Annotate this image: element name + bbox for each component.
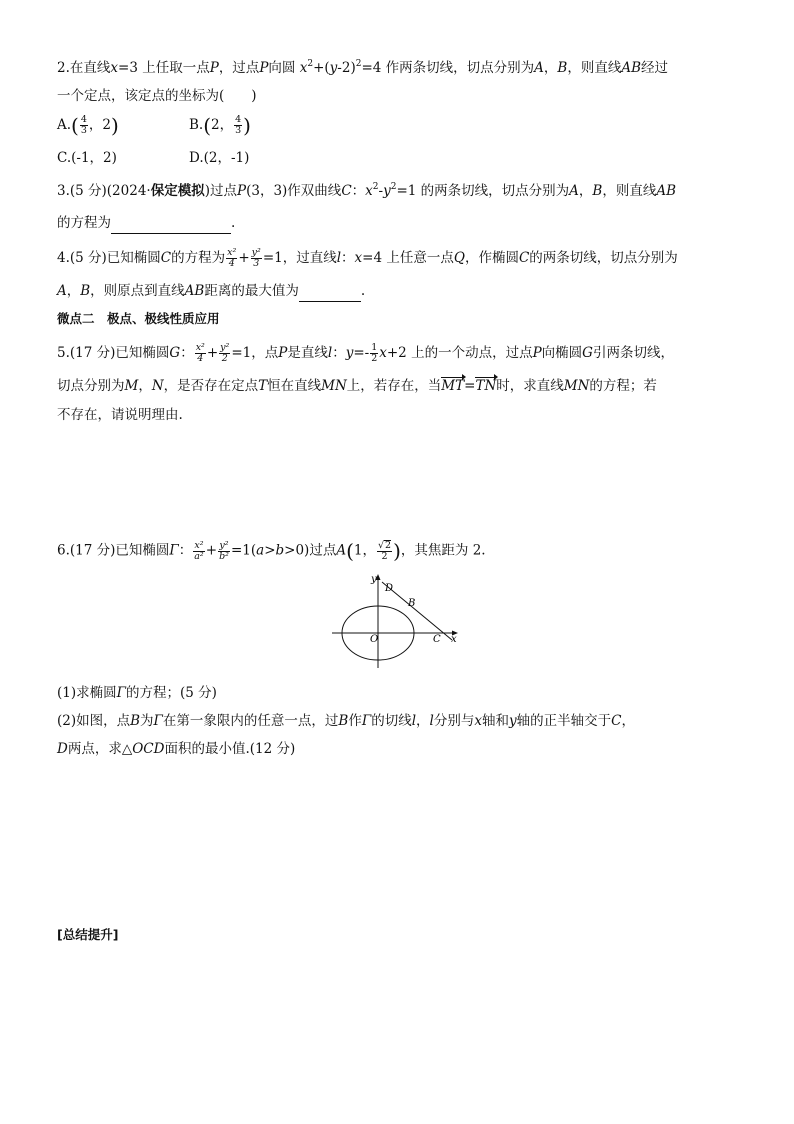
- label-y: y: [371, 574, 377, 585]
- label-b: B: [408, 598, 416, 609]
- q6-line1: 6.(17 分)已知椭圆Γ： $\frac{\text{x²}}{\text{a²}}$ + $\frac{\text{y²}}{\text{b²}}$ =1(a>b>0)过点A(1， $\frac{√2}{2}$ )，其焦距为 2.: [57, 539, 486, 563]
- q5-line2: 切点分别为M，N，是否存在定点T恒在直线MN上，若存在，当MT=TN时，求直线MN的方程；若: [57, 378, 657, 394]
- q3-line2: 的方程为 .: [57, 213, 235, 234]
- q2-option-b: B.(2， $\frac{4}{3}$ ): [189, 113, 251, 138]
- q2-line1: 2.在直线x=3 上任取一点P，过点P向圆 $x^2+(y-2)^2=4$ 作两条切线，切点分别为A，B，则直线AB经过: [57, 59, 668, 76]
- q5-line3: 不存在，请说明理由.: [57, 407, 183, 423]
- q3-line1: 3.(5 分)(2024·保定模拟)过点P(3，3)作双曲线C：$x^2-y^2=1$ 的两条切线，切点分别为A，B，则直线AB: [57, 182, 676, 199]
- q6-part1: (1)求椭圆Γ的方程；(5 分): [57, 685, 217, 701]
- answer-blank: [111, 213, 231, 234]
- q6-part2-line2: D两点，求△OCD面积的最小值.(12 分): [57, 741, 296, 757]
- q4-line1: 4.(5 分)已知椭圆C的方程为 $\frac{\text{x²}}{4}$ + $\frac{\text{y²}}{3}$ =1，过直线l：x=4 上任意一点Q，作椭圆C的两条切线，切点分别为: [57, 247, 678, 269]
- q4-line2: A，B，则原点到直线AB距离的最大值为 .: [57, 281, 365, 302]
- label-c: C: [433, 634, 441, 645]
- q6-part2-line1: (2)如图，点B为Γ在第一象限内的任意一点，过B作Γ的切线l，l分别与x轴和y轴的正半轴交于C，: [57, 713, 635, 729]
- label-d: D: [385, 583, 394, 594]
- summary-heading: [总结提升]: [57, 927, 119, 942]
- q2-line2: 一个定点，该定点的坐标为( ): [57, 88, 257, 104]
- source-tag: 保定模拟: [150, 183, 205, 199]
- answer-blank: [299, 281, 361, 302]
- q5-line1: 5.(17 分)已知椭圆G： $\frac{\text{x²}}{4}$ + $\frac{\text{y²}}{2}$ =1，点P是直线l：y=- $\frac{1}{2}$ x+2 上的一个动点，过点P向椭圆G引两条切线，: [57, 342, 674, 364]
- label-o: O: [370, 634, 379, 645]
- label-x: x: [451, 634, 457, 645]
- ellipse-tangent-figure: [330, 570, 470, 670]
- section-heading: 微点二 极点、极线性质应用: [57, 311, 220, 326]
- q2-option-c: C.(-1，2): [57, 150, 117, 166]
- q2-option-d: D.(2，-1): [189, 150, 250, 166]
- q2-option-a: A.( $\frac{4}{3}$ ，2): [57, 113, 119, 138]
